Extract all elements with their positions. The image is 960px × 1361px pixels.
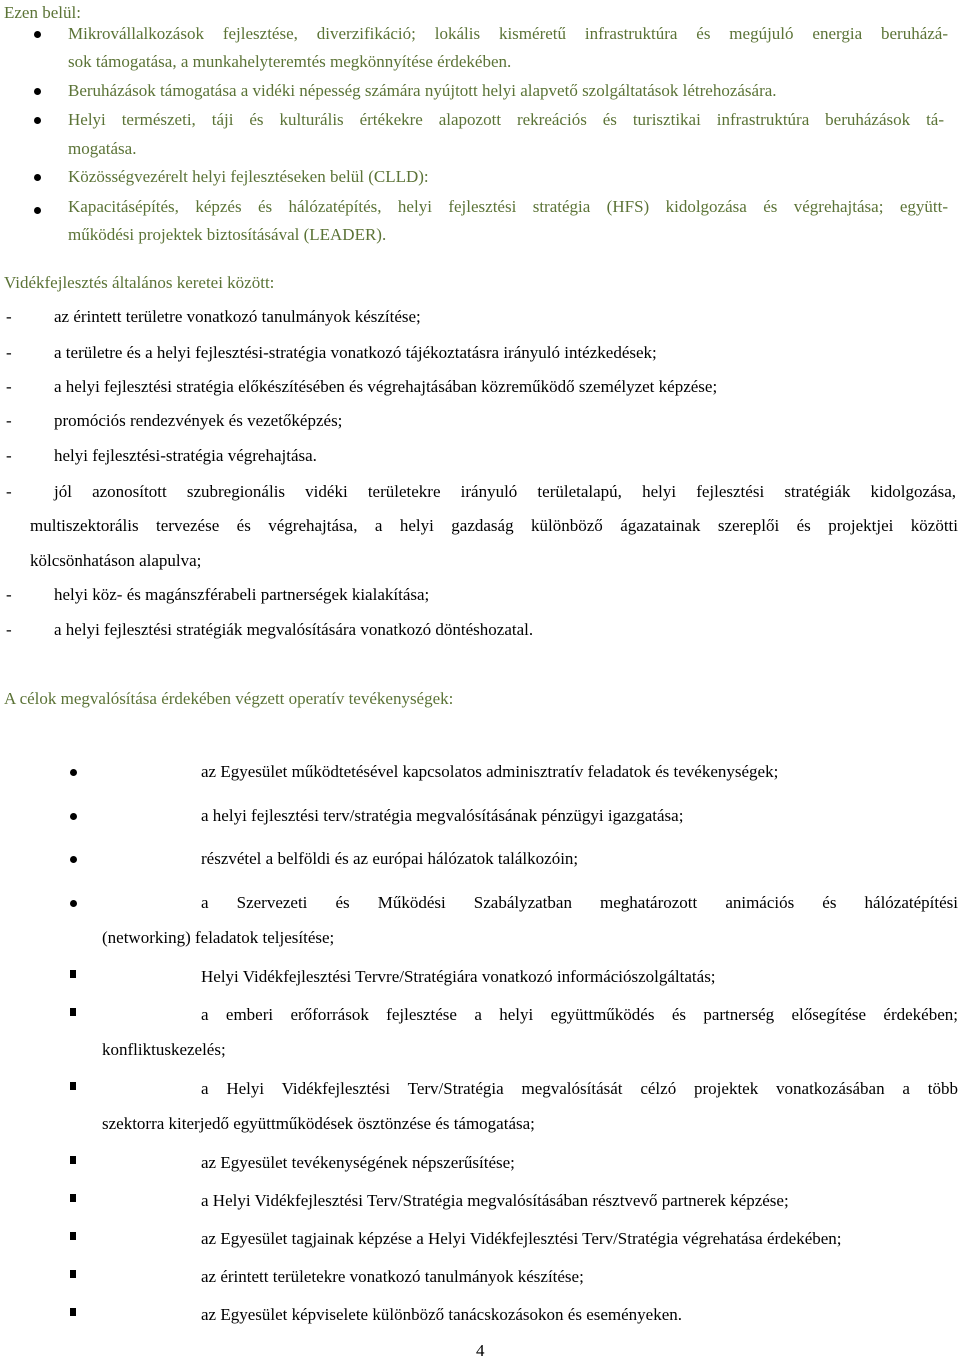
intro-heading: Ezen belül: [4,3,81,22]
operative-square-item-1: Helyi Vidékfejlesztési Tervre/Stratégiára vonatkozó információszolgáltatás; [201,967,716,986]
operative-square-item-3-line-1: a Helyi Vidékfejlesztési Terv/Stratégia megvalósítását célzó projektek vonatkozásában a több [201,1079,958,1098]
dash-item-6: helyi köz- és magánszférabeli partnerségek kialakítása; [54,585,430,604]
operative-square-item-2-line-1: a emberi erőforrások fejlesztése a helyi együttműködés és partnerség elősegítése érdekében; [201,1005,958,1024]
dash-item-2: a területre és a helyi fejlesztési-stratégia vonatkozó tájékoztatásra irányuló intézkedések; [54,343,657,362]
bullet-dot [70,813,77,820]
dash-marker: - [6,307,12,326]
operative-square-item-4: az Egyesület tevékenységének népszerűsítése; [201,1153,515,1172]
intro-bullet-2: Beruházások támogatása a vidéki népesség számára nyújtott helyi alapvető szolgáltatások létrehozására. [68,81,777,100]
dash-marker: - [6,585,12,604]
dash-item-5: helyi fejlesztési-stratégia végrehajtása. [54,446,317,465]
dash-item-4: promóciós rendezvények és vezetőképzés; [54,411,343,430]
bullet-square [70,1270,76,1278]
bullet-dot [34,174,41,181]
dash-long-line-3: kölcsönhatáson alapulva; [30,551,202,570]
bullet-square [70,1194,76,1202]
intro-bullet-3-line-1: Helyi természeti, táji és kulturális értékekre alapozott rekreációs és turisztikai infrastruktúra beruházások tá- [68,110,944,129]
intro-bullet-5-line-2: működési projektek biztosításával (LEADER). [68,225,387,244]
bullet-dot [70,856,77,863]
operative-dot-item-3: részvétel a belföldi és az európai hálózatok találkozóin; [201,849,579,868]
page-number: 4 [476,1341,485,1360]
operative-square-item-6: az Egyesület tagjainak képzése a Helyi Vidékfejlesztési Terv/Stratégia végrehatása érdekében; [201,1229,842,1248]
bullet-square [70,1082,76,1090]
dash-item-1: az érintett területre vonatkozó tanulmányok készítése; [54,307,421,326]
operative-dot-item-4-line-2: (networking) feladatok teljesítése; [102,928,335,947]
dash-item-3: a helyi fejlesztési stratégia előkészítésében és végrehajtásában közreműködő személyzet képzése; [54,377,718,396]
dash-item-7: a helyi fejlesztési stratégiák megvalósítására vonatkozó döntéshozatal. [54,620,534,639]
bullet-square [70,1232,76,1240]
dash-marker: - [6,620,12,639]
operative-dot-item-4-line-1: a Szervezeti és Működési Szabályzatban meghatározott animációs és hálózatépítési [201,893,958,912]
bullet-square [70,1308,76,1316]
bullet-dot [70,900,77,907]
operative-square-item-2-line-2: konfliktuskezelés; [102,1040,226,1059]
operative-dot-item-2: a helyi fejlesztési terv/stratégia megvalósításának pénzügyi igazgatása; [201,806,684,825]
bullet-square [70,1008,76,1016]
intro-bullet-5-line-1: Kapacitásépítés, képzés és hálózatépítés, helyi fejlesztési stratégia (HFS) kidolgozása és végrehajtása; együtt- [68,197,948,216]
dash-long-line-1: jól azonosított szubregionális vidéki területekre irányuló területalapú, helyi fejlesztési stratégiák kidolgozása, [54,482,956,501]
bullet-dot [34,31,41,38]
dash-marker: - [6,482,12,501]
bullet-square [70,1156,76,1164]
intro-bullet-1-line-2: sok támogatása, a munkahelyteremtés megkönnyítése érdekében. [68,52,512,71]
intro-bullet-1-line-1: Mikrovállalkozások fejlesztése, diverzifikáció; lokális kisméretű infrastruktúra és megújuló energia beruházá- [68,24,948,43]
bullet-dot [70,769,77,776]
operative-square-item-3-line-2: szektorra kiterjedő együttműködések ösztönzése és támogatása; [102,1114,535,1133]
dash-long-line-2: multiszektorális tervezése és végrehajtása, a helyi gazdaság különböző ágazatainak szereplői és projektjei közötti [30,516,958,535]
operative-square-item-5: a Helyi Vidékfejlesztési Terv/Stratégia megvalósításában résztvevő partnerek képzése; [201,1191,789,1210]
dash-marker: - [6,411,12,430]
bullet-dot [34,117,41,124]
bullet-square [70,970,76,978]
dash-marker: - [6,343,12,362]
operative-dot-item-1: az Egyesület működtetésével kapcsolatos adminisztratív feladatok és tevékenységek; [201,762,779,781]
operative-heading: A célok megvalósítása érdekében végzett operatív tevékenységek: [4,689,454,708]
bullet-dot [34,207,41,214]
intro-bullet-4: Közösségvezérelt helyi fejlesztéseken belül (CLLD): [68,167,429,186]
bullet-dot [34,88,41,95]
operative-square-item-8: az Egyesület képviselete különböző tanácskozásokon és eseményeken. [201,1305,683,1324]
operative-square-item-7: az érintett területekre vonatkozó tanulmányok készítése; [201,1267,584,1286]
framework-heading: Vidékfejlesztés általános keretei között: [4,273,275,292]
intro-bullet-3-line-2: mogatása. [68,139,137,158]
dash-marker: - [6,377,12,396]
dash-marker: - [6,446,12,465]
